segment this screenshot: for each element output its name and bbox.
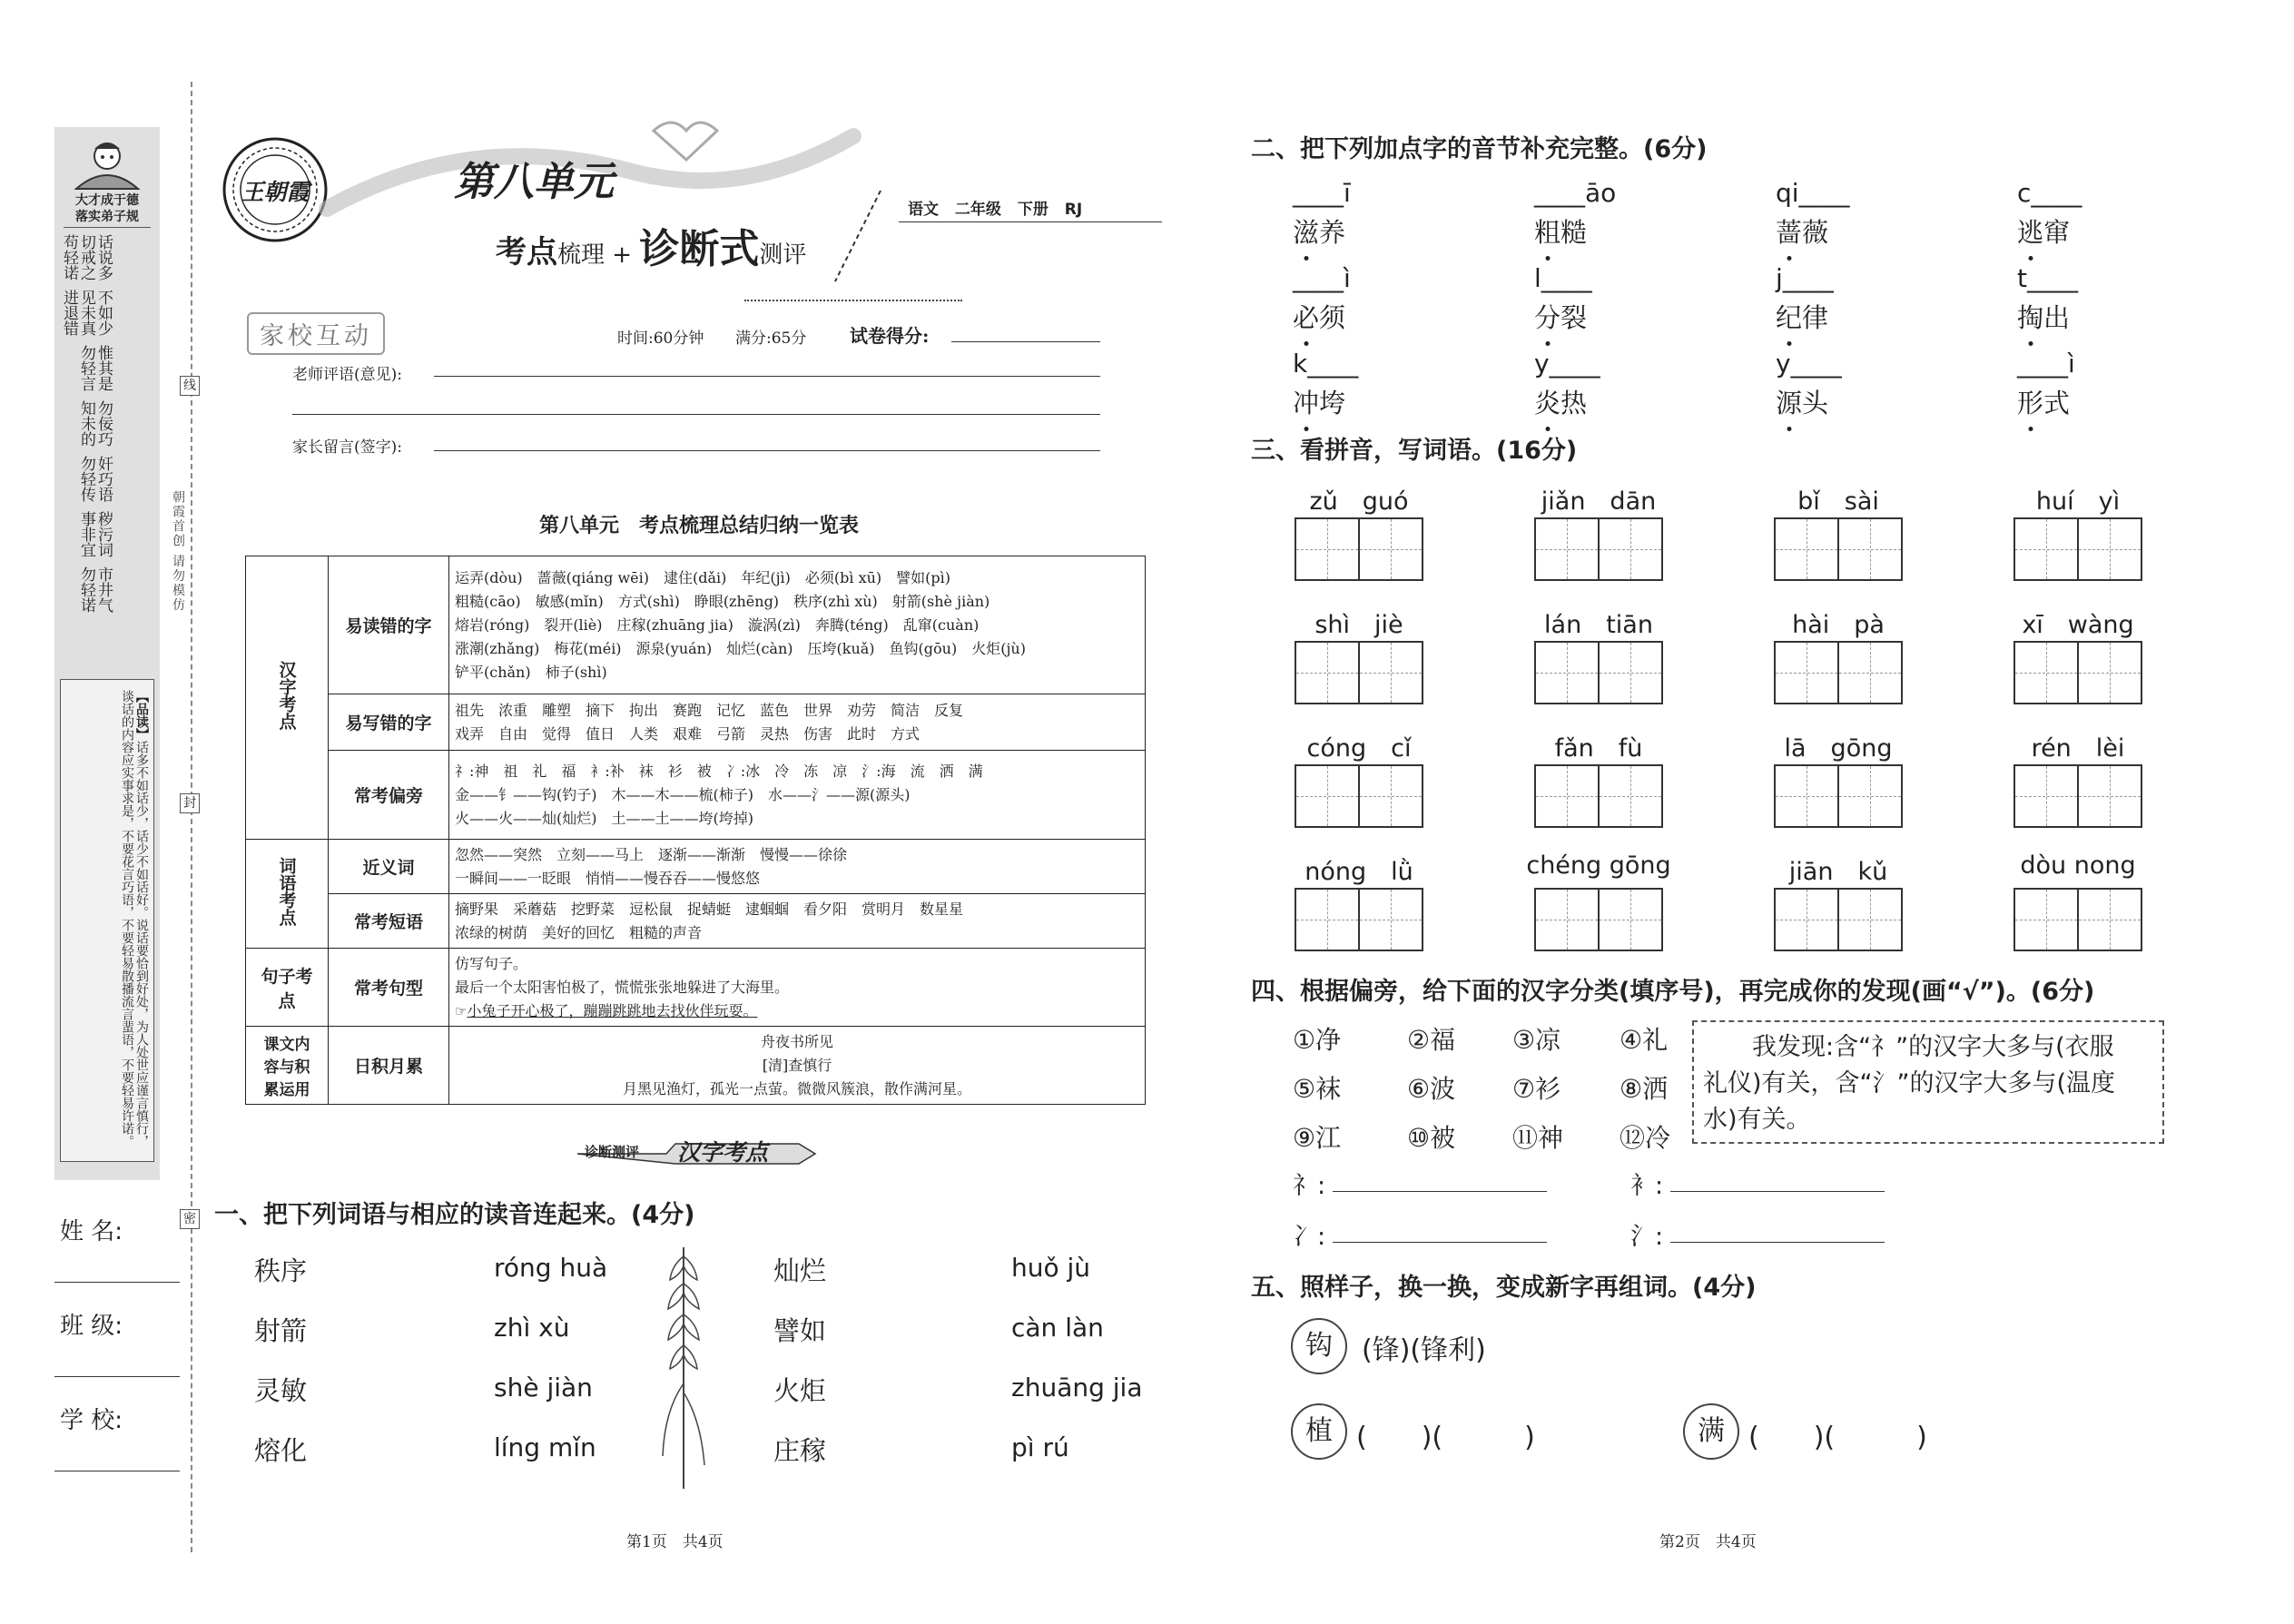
q3-writing-grid[interactable] [1295,888,1423,951]
table-cat [246,1027,329,1105]
q3-grid-cell[interactable] [1296,766,1360,826]
q1-left-word-3[interactable]: 灵敏 [254,1375,308,1406]
verse-phrase: 惟其是 [94,345,113,391]
q3-grid-cell[interactable] [1296,519,1360,579]
q1-right-word-1[interactable]: 灿烂 [773,1255,827,1286]
content-line: 戏弄 自由 觉得 值日 人类 艰难 弓箭 灵热 伤害 此时 方式 [455,724,921,743]
q3-grid-cell[interactable] [1776,519,1839,579]
q2-dotted-char: 粗 [1534,212,1561,250]
content-line: 金——钅——钩(钓子) 木——木——梳(柿子) 水——氵——源(源头) [455,785,911,803]
dizigui-verse [60,234,154,661]
table-title: 第八单元 考点梳理总结归纳一览表 [538,515,859,537]
q2-pinyin-blank[interactable]: j____ [1776,263,1834,293]
table-cat [246,949,329,1027]
q3-pinyin: zǔ guó [1309,487,1409,516]
banner-tag: 诊断测评 [585,1144,640,1160]
q5-blank-1[interactable]: ( )( ) [1356,1422,1535,1453]
q3-grid-cell[interactable] [1360,519,1422,579]
q2-dotted-char: 分 [1534,298,1561,335]
q3-grid-cell[interactable] [1536,766,1600,826]
q2-char: 垮 [1319,388,1346,418]
q2-dotted-char: 掏 [2017,298,2043,335]
teacher-comment-field-2[interactable] [292,414,1100,415]
q2-char: 热 [1561,388,1588,418]
q3-grid-cell[interactable] [2079,890,2141,950]
q3-writing-grid[interactable] [1774,517,1903,581]
q3-grid-cell[interactable] [1360,643,1422,703]
q5-char-1: 植 [1291,1403,1347,1460]
content-line: 粗糙(cāo) 敏感(mǐn) 方式(shì) 睁眼(zhēng) 秩序(zhì xù) 射箭(shè jiàn) [455,592,990,610]
q2-word [1534,298,1587,335]
q3-writing-grid[interactable] [1295,517,1423,581]
q2-title: 二、把下列加点字的音节补充完整。(6分) [1251,135,1708,163]
q2-dotted-char: 纪 [1776,298,1802,335]
q2-pinyin-blank[interactable]: ____ì [1293,263,1351,293]
q3-writing-grid[interactable] [1534,764,1663,828]
meta-volume: 下册 [1017,201,1049,219]
q3-writing-grid[interactable] [1295,764,1423,828]
q2-word [2017,383,2070,420]
q3-writing-grid[interactable] [1774,888,1903,951]
q3-grid-cell[interactable] [1600,519,1661,579]
dotted-connector [744,300,962,301]
q1-left-word-2[interactable]: 射箭 [254,1315,308,1346]
table-sub: 常考偏旁 [329,751,449,840]
q4-answer-bing[interactable] [1333,1242,1547,1243]
q2-pinyin-blank[interactable]: l____ [1534,263,1592,293]
subtitle-c: 诊断式 [639,226,760,272]
q2-word [1776,212,1828,250]
full-score: 满分:65分 [735,330,807,348]
parent-message-label: 家长留言(签字): [292,438,402,457]
q3-pinyin: lán tiān [1544,611,1653,639]
cat-label: 词语考点 [276,857,297,926]
q2-char: 头 [1802,388,1829,418]
q2-pinyin-blank[interactable]: y____ [1534,349,1600,379]
table-cat [246,556,329,840]
verse-phrase: 知未的 [77,400,95,447]
content-line: 仿写句子。 [455,954,528,972]
table-row [246,1027,1146,1105]
q3-pinyin: shì jiè [1314,611,1403,639]
q4-char-option: ⑧洒 [1620,1074,1669,1104]
verse-phrase: 不如少 [94,290,113,336]
q3-pinyin: hài pà [1792,611,1885,639]
verse-phrase: 切戒之 [77,234,95,281]
q1-left-pinyin-1[interactable]: róng huà [494,1253,608,1283]
table-row [246,949,1146,1027]
table-content [449,949,1146,1027]
q1-right-pinyin-2[interactable]: càn làn [1011,1313,1104,1343]
table-content [449,1027,1146,1105]
q3-pinyin: huí yì [2035,487,2121,516]
q1-right-pinyin-4[interactable]: pì rú [1011,1432,1069,1462]
q2-dotted-char: 逃 [2017,212,2043,250]
q3-pinyin: jiān kǔ [1788,858,1888,886]
content-line: 运弄(dòu) 蔷薇(qiáng wēi) 逮住(dǎi) 年纪(jì) 必须(bì xū) 譬如(pì) [455,568,951,586]
q1-right-word-3[interactable]: 火炬 [773,1375,827,1406]
q4-char-option: ⑥波 [1407,1074,1456,1104]
q3-grid-cell[interactable] [2015,643,2079,703]
cat-label: 汉字考点 [276,661,297,730]
q5-title: 五、照样子，换一换，变成新字再组词。(4分) [1251,1274,1757,1302]
table-row [246,694,1146,751]
name-label: 姓 名: [60,1218,123,1245]
motto-line-1: 大才成于德 [75,193,139,208]
q3-grid-cell[interactable] [2015,766,2079,826]
teacher-comment-label: 老师评语(意见): [292,366,402,384]
q3-pinyin: bǐ sài [1797,487,1879,516]
q4-label-shui: 氵: [1630,1223,1664,1251]
content-line: 最后一个太阳害怕极了，慌慌张张地躲进了大海里。 [455,978,790,996]
hand-icon: ☞ [455,1002,468,1019]
content-line: 舟夜书所见 [760,1032,833,1050]
q2-char: 窜 [2043,217,2071,248]
verse-phrase: 秽污词 [94,511,113,557]
q2-dotted-char: 炎 [1534,383,1561,420]
content-line: 涨潮(zhǎng) 梅花(méi) 源泉(yuán) 灿烂(càn) 压垮(kuǎ) 鱼钩(gōu) 火炬(jù) [455,639,1026,657]
q4-label-shi: 礻: [1293,1172,1326,1200]
table-sub: 常考句型 [329,949,449,1027]
q3-grid-cell[interactable] [2079,643,2141,703]
q3-writing-grid[interactable] [1774,764,1903,828]
q1-right-word-2[interactable]: 譬如 [773,1315,827,1346]
meta-grade: 二年级 [954,201,1001,219]
q3-grid-cell[interactable] [1776,643,1839,703]
q2-dotted-char: 必 [1293,298,1319,335]
cut-line [191,82,192,1552]
summary-table-wrap [245,556,1146,1105]
q4-char-option: ④礼 [1620,1025,1669,1055]
q4-char-option: ①净 [1293,1025,1342,1055]
q2-word [2017,212,2070,250]
content-line: 月黑见渔灯，孤光一点萤。微微风簇浪，散作满河星。 [622,1079,971,1097]
q2-dotted-char: 源 [1776,383,1802,420]
verse-phrase: 苟轻诺 [60,234,78,281]
q2-char: 式 [2043,388,2071,418]
content-line: 摘野果 采蘑菇 挖野菜 逗松鼠 捉蜻蜓 逮蝈蝈 看夕阳 赏明月 数星星 [455,900,964,918]
class-label: 班 级: [60,1313,123,1340]
q1-left-word-1[interactable]: 秩序 [254,1255,308,1286]
q3-grid-cell[interactable] [1839,890,1901,950]
subtitle-b: 梳理 + [557,241,640,269]
cat-label: 课文内容与积累运用 [263,1036,310,1099]
q3-writing-grid[interactable] [1295,641,1423,704]
table-sub: 近义词 [329,840,449,894]
q5-example-text: (锋)(锋利) [1362,1334,1486,1366]
parent-message-field[interactable] [434,450,1100,451]
q2-char: 律 [1802,302,1829,333]
motto-line-2: 落实弟子规 [75,210,139,224]
table-content [449,694,1146,751]
cut-mark-xian: 线 [180,376,200,396]
logo-text: 王朝霞 [241,179,310,205]
teacher-comment-field[interactable] [434,376,1100,377]
q3-grid-cell[interactable] [1536,519,1600,579]
q2-word [2017,298,2070,335]
subtitle-a: 考点 [496,234,557,271]
q2-pinyin-blank[interactable]: k____ [1293,349,1359,379]
paper-score-label: 试卷得分: [850,325,930,347]
q3-title: 三、看拼音，写词语。(16分) [1251,437,1578,465]
q3-grid-cell[interactable] [1600,766,1661,826]
q3-pinyin: chéng gōng [1526,851,1671,880]
q1-right-pinyin-1[interactable]: huǒ jù [1011,1253,1091,1283]
q3-grid-cell[interactable] [1839,519,1901,579]
name-field[interactable] [54,1282,180,1283]
q2-dotted-char: 滋 [1293,212,1319,250]
q3-grid-cell[interactable] [1839,766,1901,826]
content-line-example [455,999,1139,1023]
q3-writing-grid[interactable] [2013,888,2142,951]
school-label: 学 校: [60,1407,123,1434]
q3-grid-cell[interactable] [1839,643,1901,703]
subtitle [496,216,806,274]
table-row [246,840,1146,894]
q3-grid-cell[interactable] [2079,519,2141,579]
q3-writing-grid[interactable] [1534,517,1663,581]
q2-dotted-char: 冲 [1293,383,1319,420]
verse-phrase: 勿轻言 [77,345,95,391]
verse-phrase: 市井气 [94,566,113,613]
q2-dotted-char: 蔷 [1776,212,1802,250]
verse-phrase: 事非宜 [77,511,95,557]
q4-char-option: ⑦衫 [1512,1074,1561,1104]
table-sub: 常考短语 [329,894,449,949]
q2-char: 薇 [1802,217,1829,248]
content-line: 浓绿的树荫 美好的回忆 粗糙的声音 [455,923,703,941]
verse-phrase: 进退错 [60,290,78,336]
family-badge: 家校互动 [247,312,385,355]
q4-answer-shi[interactable] [1333,1191,1547,1192]
time-limit: 时间:60分钟 [617,330,704,348]
q1-left-word-4[interactable]: 熔化 [254,1435,308,1466]
q3-pinyin: dòu nong [2020,851,2136,880]
table-content [449,894,1146,949]
q2-pinyin-blank[interactable]: ____āo [1534,178,1617,208]
q4-char-option: ⑪神 [1512,1123,1564,1153]
q3-grid-cell[interactable] [2015,890,2079,950]
content-line: 铲平(chǎn) 柿子(shì) [455,663,607,681]
q4-char-option: ⑫冷 [1620,1123,1671,1153]
content-line: 一瞬间——一眨眼 悄悄——慢吞吞——慢悠悠 [455,869,761,887]
q2-dotted-char: 形 [2017,383,2043,420]
paper-score-field[interactable] [951,341,1100,342]
verse-phrase: 话说多 [94,234,113,281]
subtitle-d: 测评 [759,241,807,269]
content-line: 礻:神 祖 礼 福 衤:补 袜 衫 被 冫:冰 冷 冻 凉 氵:海 流 洒 满 [455,762,983,780]
q5-blank-2[interactable]: ( )( ) [1748,1422,1927,1453]
reading-body: 话多不如话少，话少不如话好。说话要恰到好处，为人处世应谨言慎行，谈话的内容应实事求是，不要花言巧语，不要轻易散播流言蜚语，不要轻易许诺。 [120,690,149,1147]
table-sub: 易读错的字 [329,556,449,694]
q4-char-option: ②福 [1407,1025,1456,1055]
content-line: 火——火——灿(灿烂) 土——土——垮(垮掉) [455,809,753,827]
cut-mark-mi: 密 [180,1209,200,1229]
table-row [246,556,1146,694]
q3-writing-grid[interactable] [1534,641,1663,704]
q3-writing-grid[interactable] [2013,764,2142,828]
q2-word [1534,383,1587,420]
table-sub: 日积月累 [329,1027,449,1105]
q2-pinyin-blank[interactable]: ____ì [2017,349,2075,379]
verse-phrase: 勿轻传 [77,456,95,502]
table-content [449,751,1146,840]
q3-grid-cell[interactable] [1296,890,1360,950]
q2-char: 须 [1319,302,1346,333]
table-content [449,556,1146,694]
table-cat [246,840,329,949]
content-line: 熔岩(róng) 裂开(liè) 庄稼(zhuāng jia) 漩涡(zì) 奔腾(téng) 乱窜(cuàn) [455,615,980,634]
q2-word [1776,383,1828,420]
verse-phrase: 见未真 [77,290,95,336]
cat-label: 句子考点 [261,966,313,1011]
q5-char-2: 满 [1683,1403,1739,1460]
q4-title: 四、根据偏旁，给下面的汉字分类(填序号)，再完成你的发现(画“√”)。(6分) [1251,978,2095,1006]
reading-text [65,690,149,1153]
q4-answer-shui[interactable] [1670,1242,1885,1243]
q2-word [1534,212,1587,250]
verse-phrase: 勿佞巧 [94,400,113,447]
q2-word [1293,298,1345,335]
q4-char-option: ⑨江 [1293,1123,1342,1153]
q3-grid-cell[interactable] [1360,890,1422,950]
q3-grid-cell[interactable] [1600,643,1661,703]
q3-writing-grid[interactable] [2013,641,2142,704]
class-field[interactable] [54,1376,180,1377]
q3-grid-cell[interactable] [2015,519,2079,579]
discovery-text: 我发现:含“礻”的汉字大多与(衣服 礼仪)有关，含“氵”的汉字大多与(温度 水)有关。 [1703,1033,2141,1134]
q3-grid-cell[interactable] [1360,766,1422,826]
unit-title: 第八单元 [454,159,614,205]
q2-pinyin-blank[interactable]: c____ [2017,178,2082,208]
q3-pinyin: lā gōng [1784,734,1893,763]
verse-phrase: 勿轻诺 [77,566,95,613]
q4-answer-yi[interactable] [1670,1191,1885,1192]
q1-left-pinyin-3[interactable]: shè jiàn [494,1373,593,1403]
q3-pinyin: cóng cǐ [1306,734,1412,763]
q2-char: 裂 [1561,302,1588,333]
q1-left-pinyin-4[interactable]: líng mǐn [494,1432,596,1462]
meta-rule [899,221,1162,222]
q2-char: 出 [2043,302,2071,333]
q1-right-word-4[interactable]: 庄稼 [773,1435,827,1466]
q3-grid-cell[interactable] [2079,766,2141,826]
q5-example-char: 钩 [1291,1318,1347,1374]
cut-mark-feng: 封 [180,793,200,813]
content-line: 忽然——突然 立刻——马上 逐渐——渐渐 慢慢——徐徐 [455,845,848,863]
meta-edition: RJ [1064,201,1083,219]
q2-word [1293,212,1345,250]
q2-char: 糙 [1561,217,1588,248]
q4-label-bing: 冫: [1293,1223,1326,1251]
q4-label-yi: 衤: [1630,1172,1664,1200]
q2-char: 养 [1319,217,1346,248]
q2-pinyin-blank[interactable]: ____ī [1293,178,1351,208]
q3-grid-cell[interactable] [1776,890,1839,950]
summary-table [245,556,1146,1105]
table-content [449,840,1146,894]
q2-pinyin-blank[interactable]: qi____ [1776,178,1850,208]
q3-writing-grid[interactable] [1774,641,1903,704]
content-example: 小兔子开心极了，蹦蹦跳跳地去找伙伴玩耍。 [467,1001,758,1019]
q3-pinyin: nóng lǜ [1305,858,1413,886]
q1-left-pinyin-2[interactable]: zhì xù [494,1313,570,1343]
motto-divider [64,227,151,228]
q4-char-option: ⑤袜 [1293,1074,1342,1104]
meta-subject: 语文 [908,201,939,219]
q3-pinyin: xī wàng [2022,611,2134,639]
q2-pinyin-blank[interactable]: y____ [1776,349,1842,379]
q3-grid-cell[interactable] [1296,643,1360,703]
q2-pinyin-blank[interactable]: t____ [2017,263,2078,293]
subject-meta [908,196,1082,219]
wheat-illustration [659,1238,708,1491]
content-line: [清]查慎行 [762,1056,832,1074]
q3-grid-cell[interactable] [1776,766,1839,826]
verse-phrase: 奸巧语 [94,456,113,502]
table-row [246,894,1146,949]
q3-grid-cell[interactable] [1536,643,1600,703]
q3-writing-grid[interactable] [1534,888,1663,951]
q3-grid-cell[interactable] [1536,890,1600,950]
page-number-2: 第2页 共4页 [1659,1533,1757,1551]
q1-title: 一、把下列词语与相应的读音连起来。(4分) [214,1201,695,1229]
q3-writing-grid[interactable] [2013,517,2142,581]
q2-word [1776,298,1828,335]
table-sub: 易写错的字 [329,694,449,751]
scholar-avatar [64,134,151,191]
reading-label: 【品读】 [134,690,149,741]
q4-char-option: ⑩被 [1407,1123,1456,1153]
banner-title: 汉字考点 [677,1139,769,1166]
q3-pinyin: fǎn fù [1554,734,1643,763]
q3-pinyin: jiǎn dān [1541,487,1657,516]
q2-word [1293,383,1345,420]
table-row [246,751,1146,840]
copyright-note: 朝霞首创 请勿模仿 [171,490,185,613]
q1-right-pinyin-3[interactable]: zhuāng jia [1011,1373,1143,1403]
q3-grid-cell[interactable] [1600,890,1661,950]
q3-pinyin: rén lèi [2031,734,2125,763]
q4-char-option: ③凉 [1512,1025,1561,1055]
content-line: 祖先 浓重 雕塑 摘下 拘出 赛跑 记忆 蓝色 世界 劝劳 简洁 反复 [455,701,964,719]
page-number-1: 第1页 共4页 [626,1533,724,1551]
